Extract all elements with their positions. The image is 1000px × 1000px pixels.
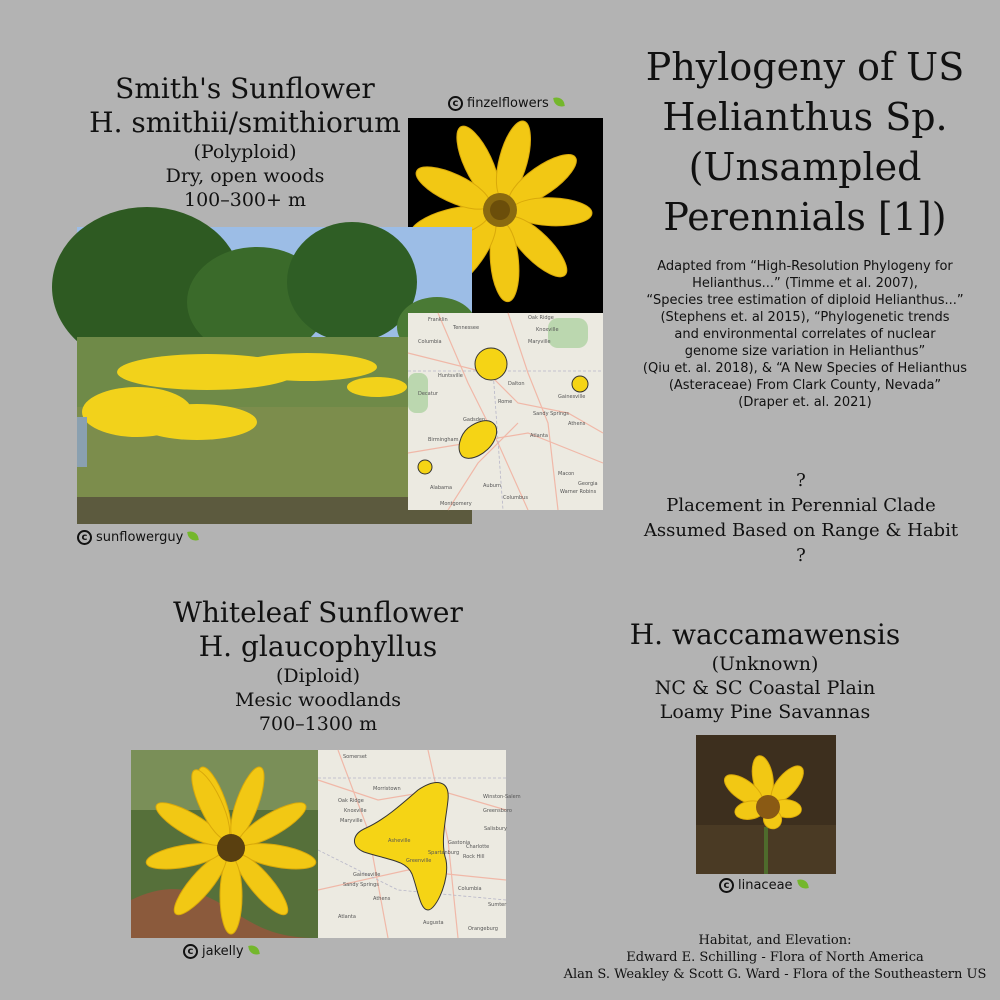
title-line: (Unsampled	[688, 145, 922, 189]
map-label: Salisbury	[484, 826, 507, 832]
map-label: Maryville	[528, 339, 551, 345]
photo-credit	[77, 530, 200, 545]
habitat: Mesic woodlands	[234, 689, 402, 711]
flower-photo-waccamawensis	[696, 735, 836, 874]
map-label: Oak Ridge	[528, 315, 554, 321]
map-label: Warner Robins	[560, 489, 597, 495]
sources-line: Alan S. Weakley & Scott G. Ward - Flora of the Southeastern US	[563, 967, 987, 982]
ploidy: (Unknown)	[711, 653, 819, 675]
scientific-name: H. smithii/smithiorum	[89, 106, 401, 139]
map-label: Oak Ridge	[338, 798, 364, 804]
map-label: Atlanta	[530, 433, 548, 439]
map-label: Decatur	[418, 391, 438, 397]
map-label: Athens	[373, 896, 391, 902]
copyright-icon: c	[448, 96, 463, 111]
citation-line: “Species tree estimation of diploid Helianthus...”	[646, 293, 964, 308]
map-label: Maryville	[340, 818, 363, 824]
flower-photo-glaucophyllus	[131, 750, 318, 938]
map-label: Knoxville	[536, 327, 559, 333]
map-label: Augusta	[423, 920, 444, 926]
copyright-icon: c	[719, 878, 734, 893]
map-label: Gainesville	[558, 394, 586, 400]
habitat: Loamy Pine Savannas	[659, 701, 871, 723]
map-label: Spartanburg	[428, 850, 460, 856]
map-label: Orangeburg	[468, 926, 498, 932]
range: NC & SC Coastal Plain	[654, 677, 876, 699]
leaf-icon	[187, 531, 200, 544]
map-label: Alabama	[430, 485, 453, 491]
citation-line: (Stephens et. al 2015), “Phylogenetic trends	[660, 310, 950, 325]
scientific-name: H. waccamawensis	[629, 618, 901, 651]
title-line: Perennials [1])	[663, 195, 947, 239]
common-name: Whiteleaf Sunflower	[173, 596, 463, 629]
map-label: Birmingham	[428, 437, 459, 443]
map-label: Rock Hill	[463, 854, 485, 860]
species-block-smithii	[80, 72, 410, 212]
map-label: Asheville	[388, 838, 411, 844]
question-mark: ?	[796, 545, 806, 566]
range-map-glaucophyllus	[318, 750, 521, 938]
citation-line: (Asteraceae) From Clark County, Nevada”	[668, 378, 942, 393]
copyright-icon: c	[183, 944, 198, 959]
map-label: Gainesville	[353, 872, 381, 878]
map-label: Rome	[498, 399, 513, 405]
scientific-name: H. glaucophyllus	[198, 630, 438, 663]
citation-line: Helianthus...” (Timme et al. 2007),	[692, 276, 918, 291]
credit-name: sunflowerguy	[96, 530, 184, 545]
ploidy: (Diploid)	[275, 665, 361, 687]
sources-citation	[630, 258, 980, 411]
map-label: Huntsville	[438, 373, 463, 379]
map-label: Georgia	[578, 481, 598, 487]
species-block-waccamawensis	[610, 618, 920, 724]
page-title	[630, 42, 980, 242]
map-label: Winston-Salem	[483, 794, 521, 800]
map-label: Macon	[558, 471, 575, 477]
ploidy: (Polyploid)	[193, 141, 297, 163]
map-label: Somerset	[343, 754, 367, 760]
habitat: Dry, open woods	[165, 165, 325, 187]
map-label: Franklin	[428, 317, 448, 323]
citation-line: and environmental correlates of nuclear	[674, 327, 936, 342]
photo-credit	[719, 878, 810, 893]
map-label: Sandy Springs	[343, 882, 379, 888]
range-map-smithii	[408, 313, 603, 510]
citation-line: (Qiu et. al. 2018), & “A New Species of Helianthus	[642, 361, 968, 376]
credit-name: finzelflowers	[467, 96, 549, 111]
leaf-icon	[248, 945, 261, 958]
placement-note	[630, 468, 972, 568]
map-label: Knoxville	[344, 808, 367, 814]
title-line: Helianthus Sp.	[662, 95, 948, 139]
copyright-icon: c	[77, 530, 92, 545]
elevation: 700–1300 m	[258, 713, 378, 735]
map-label: Greenville	[406, 858, 432, 864]
map-label: Montgomery	[440, 501, 472, 507]
common-name: Smith's Sunflower	[115, 72, 375, 105]
map-label: Columbia	[458, 886, 482, 892]
placement-line: Placement in Perennial Clade	[666, 495, 936, 516]
map-label: Morristown	[373, 786, 401, 792]
sources-line: Edward E. Schilling - Flora of North America	[626, 950, 924, 965]
citation-line: (Draper et. al. 2021)	[738, 395, 872, 410]
citation-line: genome size variation in Helianthus”	[684, 344, 926, 359]
placement-line: Assumed Based on Range & Habit	[643, 520, 959, 541]
map-label: Dalton	[508, 381, 525, 387]
map-label: Tennessee	[453, 325, 480, 331]
leaf-icon	[553, 97, 566, 110]
credit-name: jakelly	[202, 944, 244, 959]
question-mark: ?	[796, 470, 806, 491]
title-line: Phylogeny of US	[645, 45, 965, 89]
elevation: 100–300+ m	[183, 189, 306, 211]
map-label: Gastonia	[448, 840, 471, 846]
map-label: Athens	[568, 421, 586, 427]
map-label: Columbia	[418, 339, 442, 345]
sources-line: Habitat, and Elevation:	[698, 933, 852, 948]
map-label: Auburn	[483, 483, 502, 489]
leaf-icon	[797, 879, 810, 892]
map-label: Sandy Springs	[533, 411, 569, 417]
map-label: Columbus	[503, 495, 528, 501]
map-label: Charlotte	[466, 844, 490, 850]
map-label: Atlanta	[338, 914, 356, 920]
map-label: Greensboro	[483, 808, 512, 814]
credit-name: linaceae	[738, 878, 793, 893]
sources-footer	[560, 932, 990, 983]
species-block-glaucophyllus	[148, 596, 488, 736]
photo-credit	[183, 944, 261, 959]
map-label: Sumter	[488, 902, 507, 908]
map-label: Gadsden	[463, 417, 486, 423]
citation-line: Adapted from “High-Resolution Phylogeny for	[657, 259, 953, 274]
photo-credit	[448, 96, 566, 111]
